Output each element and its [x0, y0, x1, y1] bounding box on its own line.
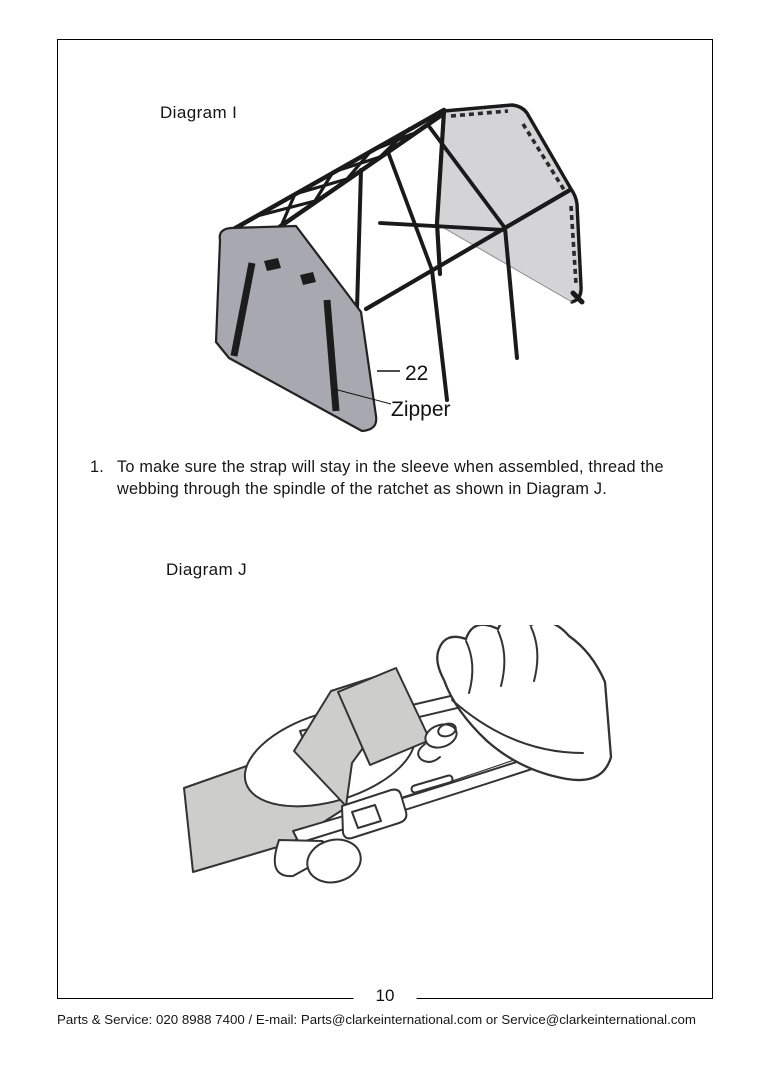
diagram-i-title: Diagram I [160, 103, 238, 122]
page-number: 10 [354, 986, 417, 1006]
front-panel [216, 226, 376, 431]
ratchet-illustration [170, 625, 615, 895]
footer-service-line: Parts & Service: 020 8988 7400 / E-mail: Parts@clarkeinternational.com or Service@clarkeinternational.com [57, 1012, 696, 1027]
part-22-label: 22 [405, 362, 429, 385]
zipper-label: Zipper [391, 398, 451, 421]
shelter-frame-illustration [180, 95, 620, 440]
frame-tail [275, 834, 366, 888]
truss-braces [257, 129, 412, 224]
instruction-number: 1. [90, 458, 104, 476]
diagram-j-title: Diagram J [166, 560, 248, 579]
instruction-text: To make sure the strap will stay in the sleeve when assembled, thread the webbing through the spindle of the ratchet as shown in Diagram J. [117, 458, 664, 498]
hand [437, 625, 611, 780]
instruction-step-1 [90, 456, 690, 500]
